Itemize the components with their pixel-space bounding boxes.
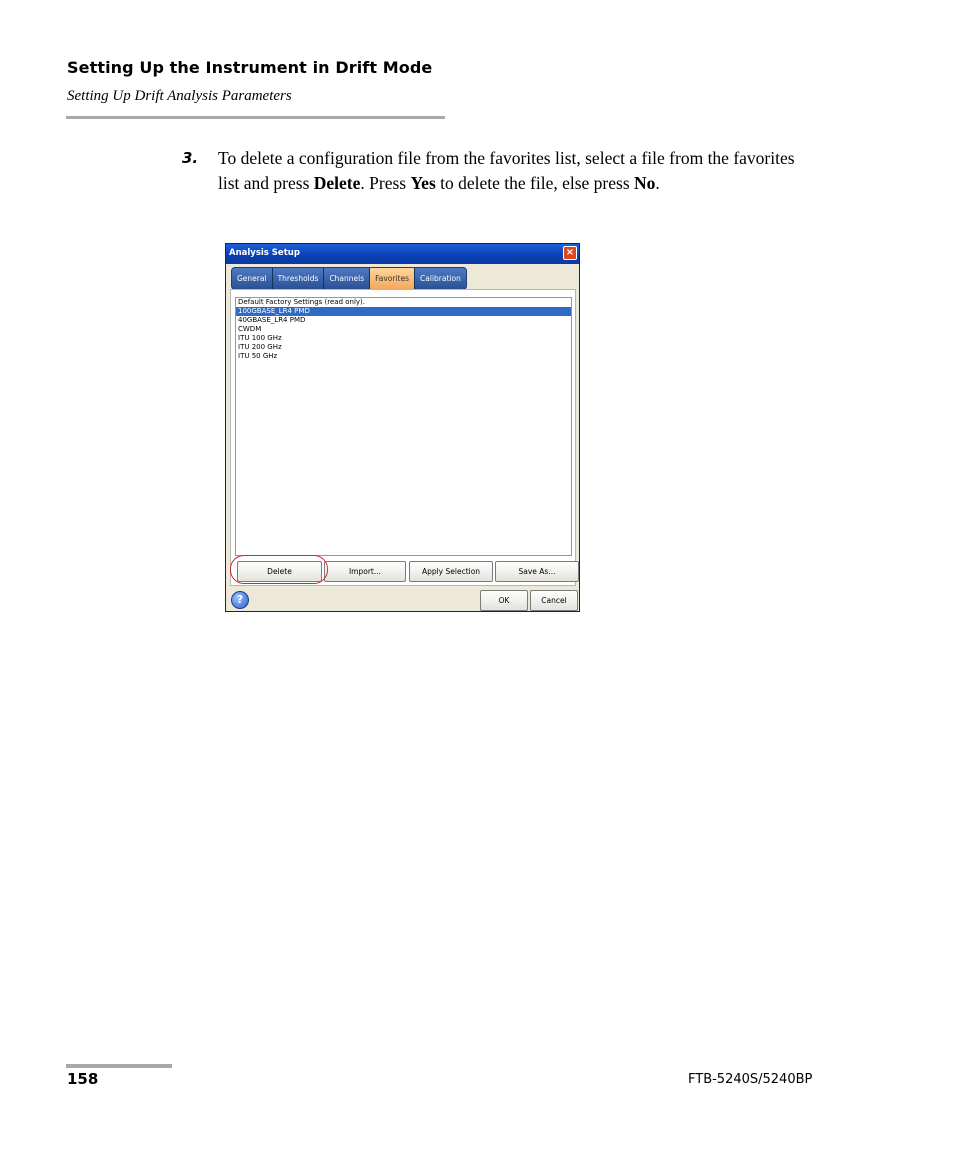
product-model: FTB-5240S/5240BP: [688, 1072, 813, 1087]
step-bold-delete: Delete: [313, 173, 361, 193]
ok-button[interactable]: OK: [480, 590, 528, 611]
step-text-part: To delete a configuration file from the favorites list, select a file from the favorites list and press: [218, 148, 795, 193]
list-item[interactable]: ITU 50 GHz: [238, 352, 278, 360]
list-item-selected[interactable]: 100GBASE_LR4 PMD: [236, 307, 571, 316]
tab-calibration[interactable]: Calibration: [415, 268, 466, 289]
list-item[interactable]: Default Factory Settings (read only).: [238, 298, 366, 306]
step-bold-no: No: [634, 173, 656, 193]
favorites-panel: [230, 289, 576, 586]
list-item[interactable]: ITU 100 GHz: [238, 334, 282, 342]
step-text-part: to delete the file, else press: [435, 173, 635, 193]
tab-general[interactable]: General: [232, 268, 273, 289]
list-item[interactable]: CWDM: [238, 325, 262, 333]
dialog-title: Analysis Setup: [229, 248, 300, 258]
delete-highlight-circle: [230, 555, 328, 584]
save-as-button[interactable]: Save As...: [495, 561, 579, 582]
step-number: 3.: [182, 149, 199, 167]
tab-channels[interactable]: Channels: [324, 268, 370, 289]
step-instruction: [218, 146, 818, 196]
section-title: Setting Up the Instrument in Drift Mode: [67, 58, 433, 77]
page-number: 158: [67, 1070, 99, 1088]
step-bold-yes: Yes: [410, 173, 436, 193]
import-button[interactable]: Import...: [324, 561, 406, 582]
header-rule: [66, 116, 445, 119]
list-item[interactable]: 40GBASE_LR4 PMD: [238, 316, 306, 324]
dialog-titlebar[interactable]: [226, 244, 579, 264]
tab-thresholds[interactable]: Thresholds: [273, 268, 325, 289]
step-text-part: .: [655, 173, 660, 193]
cancel-button[interactable]: Cancel: [530, 590, 578, 611]
favorites-list[interactable]: [235, 297, 572, 556]
delete-button[interactable]: Delete: [237, 561, 322, 582]
close-icon[interactable]: ×: [563, 246, 577, 260]
apply-selection-button[interactable]: Apply Selection: [409, 561, 493, 582]
tab-favorites[interactable]: Favorites: [370, 268, 415, 289]
section-subtitle: Setting Up Drift Analysis Parameters: [67, 88, 292, 104]
help-icon[interactable]: ?: [231, 591, 249, 609]
footer-rule: [66, 1064, 172, 1068]
list-item[interactable]: ITU 200 GHz: [238, 343, 282, 351]
step-text-part: . Press: [360, 173, 411, 193]
tab-bar: [231, 267, 467, 290]
